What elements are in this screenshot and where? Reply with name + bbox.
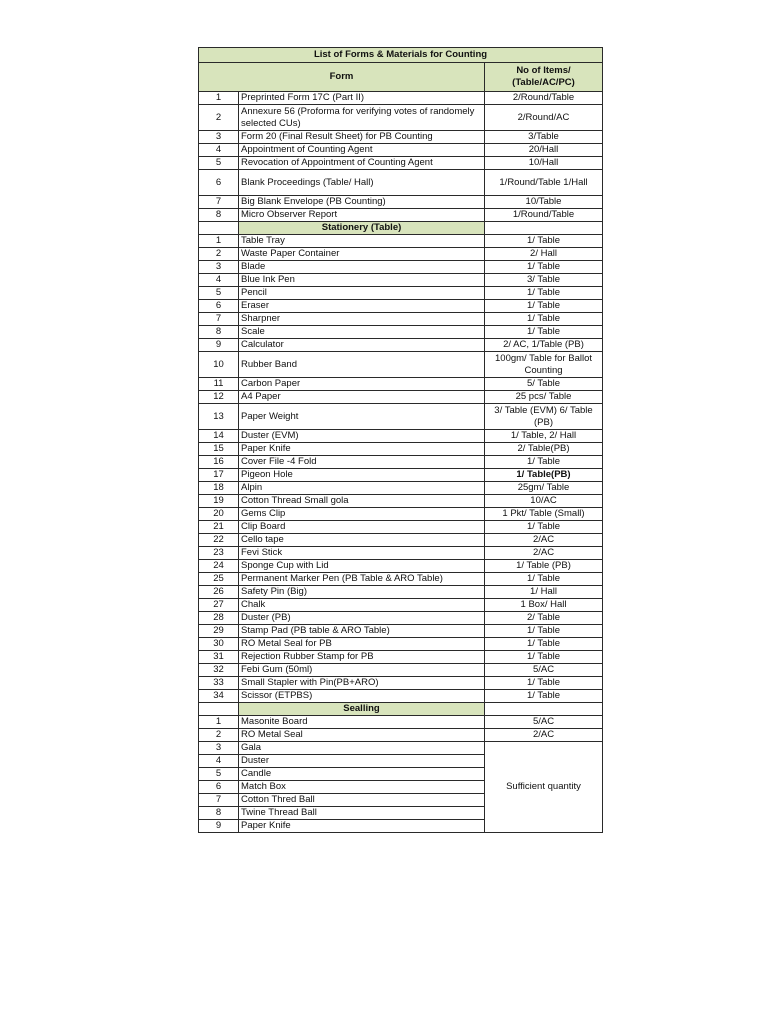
item-name: Fevi Stick xyxy=(239,547,485,560)
table-row xyxy=(199,92,603,105)
row-number: 12 xyxy=(199,391,239,404)
item-quantity: 1/ Table xyxy=(485,638,603,651)
item-quantity: 1/ Table (PB) xyxy=(485,560,603,573)
item-name: Waste Paper Container xyxy=(239,248,485,261)
item-quantity: 1/Round/Table xyxy=(485,209,603,222)
row-number: 1 xyxy=(199,235,239,248)
row-number: 7 xyxy=(199,313,239,326)
table-row xyxy=(199,313,603,326)
row-number: 7 xyxy=(199,196,239,209)
row-number: 16 xyxy=(199,456,239,469)
table-row xyxy=(199,742,603,755)
row-number: 6 xyxy=(199,300,239,313)
item-name: Carbon Paper xyxy=(239,378,485,391)
row-number: 14 xyxy=(199,430,239,443)
item-quantity: 2/AC xyxy=(485,547,603,560)
table-row xyxy=(199,404,603,430)
table-row xyxy=(199,638,603,651)
item-quantity: 2/ Hall xyxy=(485,248,603,261)
table-row xyxy=(199,443,603,456)
item-name: Small Stapler with Pin(PB+ARO) xyxy=(239,677,485,690)
row-number: 8 xyxy=(199,209,239,222)
item-quantity: 1/ Hall xyxy=(485,586,603,599)
row-number: 31 xyxy=(199,651,239,664)
row-number: 5 xyxy=(199,768,239,781)
table-row xyxy=(199,170,603,196)
item-name: Pencil xyxy=(239,287,485,300)
row-number: 24 xyxy=(199,560,239,573)
section-blank-cell xyxy=(485,222,603,235)
table-row xyxy=(199,131,603,144)
row-number: 21 xyxy=(199,521,239,534)
item-quantity: 2/AC xyxy=(485,534,603,547)
section-blank-cell xyxy=(199,703,239,716)
row-number: 20 xyxy=(199,508,239,521)
item-name: RO Metal Seal for PB xyxy=(239,638,485,651)
row-number: 5 xyxy=(199,157,239,170)
item-name: Big Blank Envelope (PB Counting) xyxy=(239,196,485,209)
item-name: A4 Paper xyxy=(239,391,485,404)
item-name: Masonite Board xyxy=(239,716,485,729)
table-row xyxy=(199,664,603,677)
stationery-section-title: Stationery (Table) xyxy=(239,222,485,235)
item-name: RO Metal Seal xyxy=(239,729,485,742)
row-number: 19 xyxy=(199,495,239,508)
item-name: Rubber Band xyxy=(239,352,485,378)
row-number: 10 xyxy=(199,352,239,378)
item-name: Pigeon Hole xyxy=(239,469,485,482)
item-quantity: 1/ Table xyxy=(485,287,603,300)
table-row xyxy=(199,378,603,391)
table-title: List of Forms & Materials for Counting xyxy=(199,48,603,63)
item-quantity: 2/Round/Table xyxy=(485,92,603,105)
table-row xyxy=(199,287,603,300)
item-name: Gala xyxy=(239,742,485,755)
item-name: Duster xyxy=(239,755,485,768)
item-name: Safety Pin (Big) xyxy=(239,586,485,599)
table-row xyxy=(199,482,603,495)
column-header-form: Form xyxy=(199,63,485,92)
row-number: 5 xyxy=(199,287,239,300)
table-row xyxy=(199,521,603,534)
item-quantity: 2/ Table xyxy=(485,612,603,625)
table-row xyxy=(199,144,603,157)
item-name: Eraser xyxy=(239,300,485,313)
item-quantity: 1/ Table xyxy=(485,690,603,703)
row-number: 4 xyxy=(199,755,239,768)
table-row xyxy=(199,495,603,508)
item-name: Paper Knife xyxy=(239,820,485,833)
column-header-items: No of Items/ (Table/AC/PC) xyxy=(485,63,603,92)
item-quantity: 10/Table xyxy=(485,196,603,209)
table-row xyxy=(199,573,603,586)
row-number: 29 xyxy=(199,625,239,638)
table-row xyxy=(199,300,603,313)
row-number: 33 xyxy=(199,677,239,690)
row-number: 15 xyxy=(199,443,239,456)
row-number: 9 xyxy=(199,339,239,352)
item-quantity: 25gm/ Table xyxy=(485,482,603,495)
row-number: 28 xyxy=(199,612,239,625)
table-row xyxy=(199,430,603,443)
table-row xyxy=(199,235,603,248)
item-quantity: 1/ Table xyxy=(485,573,603,586)
item-quantity: 2/Round/AC xyxy=(485,105,603,131)
sealing-section xyxy=(199,716,603,833)
row-number: 32 xyxy=(199,664,239,677)
item-quantity: 1/ Table xyxy=(485,677,603,690)
item-quantity: 1/ Table, 2/ Hall xyxy=(485,430,603,443)
item-name: Cotton Thred Ball xyxy=(239,794,485,807)
item-quantity: 1/ Table xyxy=(485,651,603,664)
item-name: Duster (PB) xyxy=(239,612,485,625)
item-quantity: 5/ Table xyxy=(485,378,603,391)
row-number: 17 xyxy=(199,469,239,482)
item-name: Paper Weight xyxy=(239,404,485,430)
table-row xyxy=(199,157,603,170)
item-name: Paper Knife xyxy=(239,443,485,456)
table-row xyxy=(199,209,603,222)
item-name: Rejection Rubber Stamp for PB xyxy=(239,651,485,664)
item-quantity: 5/AC xyxy=(485,664,603,677)
table-row xyxy=(199,261,603,274)
item-name: Alpin xyxy=(239,482,485,495)
item-name: Clip Board xyxy=(239,521,485,534)
item-name: Table Tray xyxy=(239,235,485,248)
row-number: 2 xyxy=(199,729,239,742)
shared-quantity: Sufficient quantity xyxy=(485,742,603,833)
item-quantity: 10/AC xyxy=(485,495,603,508)
item-name: Blue Ink Pen xyxy=(239,274,485,287)
row-number: 9 xyxy=(199,820,239,833)
table-row xyxy=(199,716,603,729)
table-row xyxy=(199,677,603,690)
row-number: 30 xyxy=(199,638,239,651)
item-name: Permanent Marker Pen (PB Table & ARO Table) xyxy=(239,573,485,586)
item-quantity: 1/ Table xyxy=(485,326,603,339)
item-name: Micro Observer Report xyxy=(239,209,485,222)
section-blank-cell xyxy=(485,703,603,716)
item-quantity: 1 Pkt/ Table (Small) xyxy=(485,508,603,521)
item-quantity: 1/ Table xyxy=(485,313,603,326)
row-number: 18 xyxy=(199,482,239,495)
section-blank-cell xyxy=(199,222,239,235)
table-row xyxy=(199,586,603,599)
item-quantity: 1/ Table(PB) xyxy=(485,469,603,482)
item-name: Revocation of Appointment of Counting Agent xyxy=(239,157,485,170)
item-name: Cello tape xyxy=(239,534,485,547)
table-row xyxy=(199,196,603,209)
item-name: Stamp Pad (PB table & ARO Table) xyxy=(239,625,485,638)
table-row xyxy=(199,729,603,742)
item-quantity: 5/AC xyxy=(485,716,603,729)
item-quantity: 100gm/ Table for Ballot Counting xyxy=(485,352,603,378)
item-quantity: 25 pcs/ Table xyxy=(485,391,603,404)
item-name: Candle xyxy=(239,768,485,781)
item-quantity: 10/Hall xyxy=(485,157,603,170)
table-row xyxy=(199,352,603,378)
row-number: 25 xyxy=(199,573,239,586)
stationery-section xyxy=(199,235,603,703)
item-quantity: 1/ Table xyxy=(485,261,603,274)
row-number: 3 xyxy=(199,131,239,144)
table-row xyxy=(199,274,603,287)
table-row xyxy=(199,534,603,547)
item-quantity: 1/ Table xyxy=(485,456,603,469)
item-quantity: 3/Table xyxy=(485,131,603,144)
table-row xyxy=(199,508,603,521)
row-number: 4 xyxy=(199,144,239,157)
table-row xyxy=(199,612,603,625)
item-name: Scale xyxy=(239,326,485,339)
row-number: 8 xyxy=(199,326,239,339)
item-name: Form 20 (Final Result Sheet) for PB Counting xyxy=(239,131,485,144)
item-name: Twine Thread Ball xyxy=(239,807,485,820)
item-name: Chalk xyxy=(239,599,485,612)
row-number: 11 xyxy=(199,378,239,391)
row-number: 7 xyxy=(199,794,239,807)
item-name: Sharpner xyxy=(239,313,485,326)
row-number: 23 xyxy=(199,547,239,560)
table-row xyxy=(199,326,603,339)
row-number: 3 xyxy=(199,742,239,755)
item-quantity: 1/ Table xyxy=(485,521,603,534)
item-quantity: 1/ Table xyxy=(485,300,603,313)
table-row xyxy=(199,547,603,560)
table-row xyxy=(199,560,603,573)
item-quantity: 1 Box/ Hall xyxy=(485,599,603,612)
item-name: Duster (EVM) xyxy=(239,430,485,443)
item-quantity: 20/Hall xyxy=(485,144,603,157)
row-number: 4 xyxy=(199,274,239,287)
table-row xyxy=(199,651,603,664)
row-number: 6 xyxy=(199,170,239,196)
row-number: 1 xyxy=(199,92,239,105)
row-number: 2 xyxy=(199,248,239,261)
row-number: 27 xyxy=(199,599,239,612)
table-row xyxy=(199,105,603,131)
item-name: Cover File -4 Fold xyxy=(239,456,485,469)
row-number: 2 xyxy=(199,105,239,131)
row-number: 22 xyxy=(199,534,239,547)
item-name: Preprinted Form 17C (Part II) xyxy=(239,92,485,105)
item-name: Gems Clip xyxy=(239,508,485,521)
row-number: 8 xyxy=(199,807,239,820)
table-row xyxy=(199,391,603,404)
row-number: 26 xyxy=(199,586,239,599)
item-name: Blade xyxy=(239,261,485,274)
table-row xyxy=(199,690,603,703)
item-quantity: 3/ Table xyxy=(485,274,603,287)
item-name: Blank Proceedings (Table/ Hall) xyxy=(239,170,485,196)
item-name: Scissor (ETPBS) xyxy=(239,690,485,703)
item-name: Annexure 56 (Proforma for verifying votes of randomely selected CUs) xyxy=(239,105,485,131)
row-number: 6 xyxy=(199,781,239,794)
row-number: 1 xyxy=(199,716,239,729)
item-name: Febi Gum (50ml) xyxy=(239,664,485,677)
item-quantity: 2/ Table(PB) xyxy=(485,443,603,456)
item-quantity: 3/ Table (EVM) 6/ Table (PB) xyxy=(485,404,603,430)
table-row xyxy=(199,248,603,261)
item-quantity: 1/ Table xyxy=(485,235,603,248)
row-number: 34 xyxy=(199,690,239,703)
sealing-section-title: Sealling xyxy=(239,703,485,716)
item-name: Calculator xyxy=(239,339,485,352)
table-row xyxy=(199,625,603,638)
item-name: Cotton Thread Small gola xyxy=(239,495,485,508)
item-name: Appointment of Counting Agent xyxy=(239,144,485,157)
item-quantity: 1/Round/Table 1/Hall xyxy=(485,170,603,196)
item-quantity: 2/ AC, 1/Table (PB) xyxy=(485,339,603,352)
table-row xyxy=(199,339,603,352)
materials-table xyxy=(198,47,603,833)
forms-section xyxy=(199,92,603,222)
item-name: Match Box xyxy=(239,781,485,794)
table-row xyxy=(199,469,603,482)
row-number: 3 xyxy=(199,261,239,274)
row-number: 13 xyxy=(199,404,239,430)
item-quantity: 2/AC xyxy=(485,729,603,742)
item-name: Sponge Cup with Lid xyxy=(239,560,485,573)
item-quantity: 1/ Table xyxy=(485,625,603,638)
table-row xyxy=(199,599,603,612)
table-row xyxy=(199,456,603,469)
